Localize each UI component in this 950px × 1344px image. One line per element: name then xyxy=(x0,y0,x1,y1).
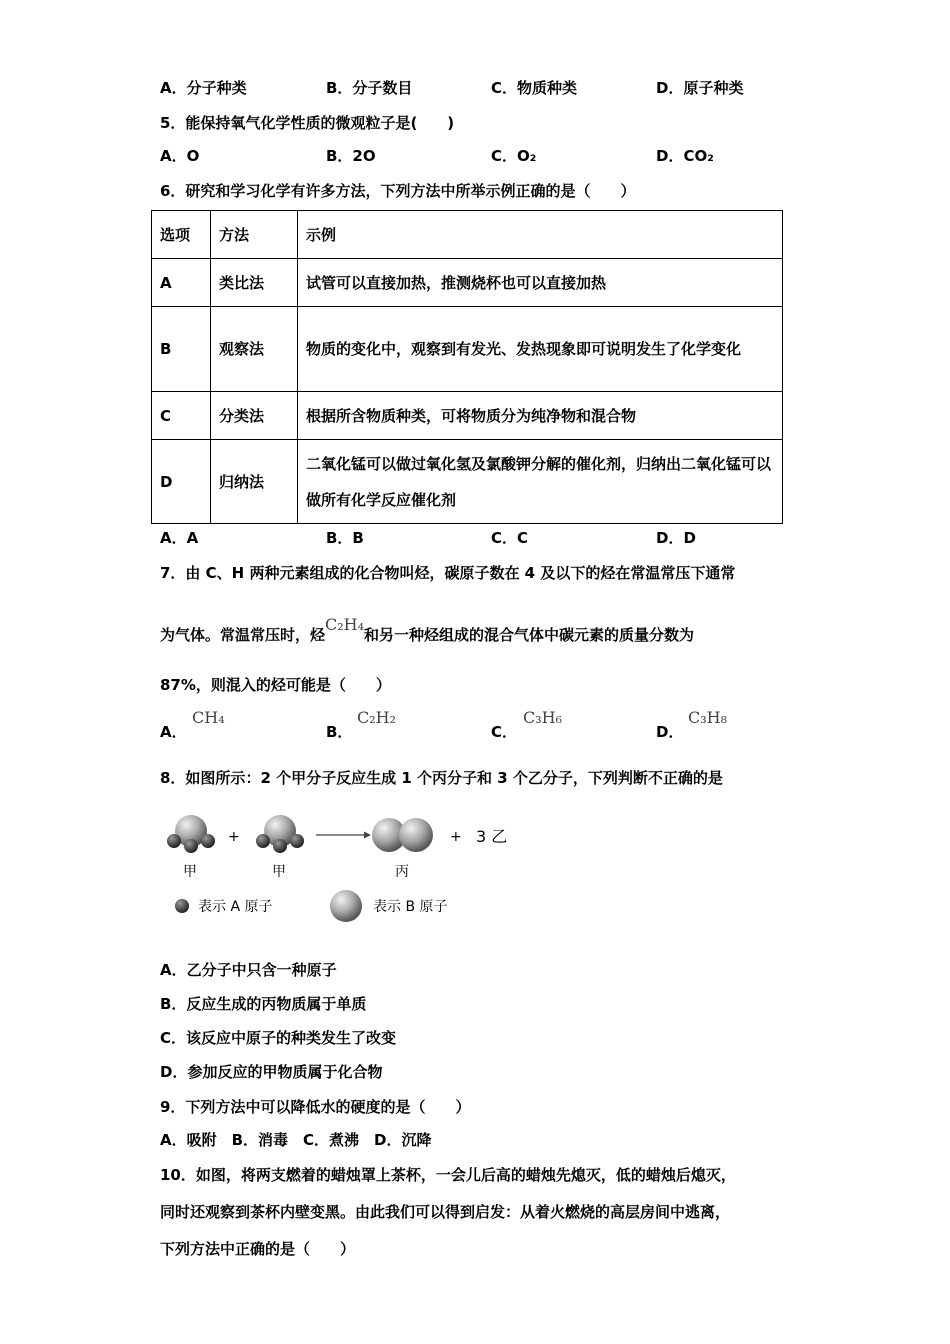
q6-row-b-method: 观察法 xyxy=(211,307,298,392)
q6-header-row xyxy=(152,211,783,259)
legend-b-label: 表示 B 原子 xyxy=(373,899,448,915)
q6-row-b xyxy=(152,307,783,392)
q6-row-a-example: 试管可以直接加热，推测烧杯也可以直接加热 xyxy=(298,259,783,307)
legend-b-atom xyxy=(330,890,448,922)
q6-row-a xyxy=(152,259,783,307)
q6-option-b: B．B xyxy=(326,529,364,547)
q9-stem: 9．下列方法中可以降低水的硬度的是（ ） xyxy=(160,1098,471,1116)
q6-row-c-example: 根据所含物质种类，可将物质分为纯净物和混合物 xyxy=(298,392,783,440)
q6-table xyxy=(151,210,783,524)
q7-line2-pre: 为气体。常温常压时，烃 xyxy=(160,626,326,644)
q7-line2 xyxy=(160,615,695,645)
q7-option-b-formula: C₂H₂ xyxy=(357,708,397,727)
q7-line1: 7．由 C、H 两种元素组成的化合物叫烃，碳原子数在 4 及以下的烃在常温常压下通常 xyxy=(160,564,736,582)
q4-option-d: D．原子种类 xyxy=(656,79,744,97)
molecule-jia-1 xyxy=(167,815,215,853)
q7-option-c-formula: C₃H₆ xyxy=(523,708,563,727)
q8-option-b: B．反应生成的丙物质属于单质 xyxy=(160,995,367,1013)
q6-option-a: A．A xyxy=(160,529,199,547)
q6-option-d: D．D xyxy=(656,529,696,547)
q8-option-a: A．乙分子中只含一种原子 xyxy=(160,961,337,979)
q8-diagram xyxy=(160,805,540,930)
q6-header-method: 方法 xyxy=(211,211,298,259)
legend-a-label: 表示 A 原子 xyxy=(198,899,273,915)
q4-option-c: C．物质种类 xyxy=(491,79,578,97)
q6-row-c-method: 分类法 xyxy=(211,392,298,440)
q8-stem: 8．如图所示：2 个甲分子反应生成 1 个丙分子和 3 个乙分子，下列判断不正确的是 xyxy=(160,769,723,787)
q8-option-c: C．该反应中原子的种类发生了改变 xyxy=(160,1029,397,1047)
q6-row-c xyxy=(152,392,783,440)
q6-row-b-example: 物质的变化中，观察到有发光、发热现象即可说明发生了化学变化 xyxy=(298,307,783,392)
q5-option-b: B．2O xyxy=(326,147,376,165)
molecule-bing xyxy=(372,818,433,852)
q5-option-c: C．O₂ xyxy=(491,147,537,165)
q5-option-a: A．O xyxy=(160,147,200,165)
q6-stem: 6．研究和学习化学有许多方法，下列方法中所举示例正确的是（ ） xyxy=(160,182,636,200)
q6-row-a-option: A xyxy=(152,259,211,307)
q4-option-a: A．分子种类 xyxy=(160,79,247,97)
q5-stem: 5．能保持氧气化学性质的微观粒子是( ) xyxy=(160,114,455,132)
q6-row-d-example: 二氧化锰可以做过氧化氢及氯酸钾分解的催化剂，归纳出二氧化锰可以做所有化学反应催化剂 xyxy=(298,440,783,524)
q6-row-b-option: B xyxy=(152,307,211,392)
label-bing: 丙 xyxy=(395,864,409,880)
label-jia-1: 甲 xyxy=(183,864,197,880)
q7-option-a-letter: A． xyxy=(160,723,187,741)
legend-a-atom xyxy=(175,898,272,915)
q7-option-c-letter: C． xyxy=(491,723,518,741)
q6-row-d-method: 归纳法 xyxy=(211,440,298,524)
q7-option-b-letter: B． xyxy=(326,723,353,741)
molecule-jia-2 xyxy=(256,815,304,853)
q10-line3: 下列方法中正确的是（ ） xyxy=(160,1240,356,1258)
q7-line3: 87%，则混入的烃可能是（ ） xyxy=(160,676,391,694)
q7-line2-post: 和另一种烃组成的混合气体中碳元素的质量分数为 xyxy=(364,626,695,644)
q4-option-b: B．分子数目 xyxy=(326,79,413,97)
q5-option-d: D．CO₂ xyxy=(656,147,714,165)
q6-row-d xyxy=(152,440,783,524)
q6-option-c: C．C xyxy=(491,529,529,547)
q8-option-d: D．参加反应的甲物质属于化合物 xyxy=(160,1063,383,1081)
q10-line2: 同时还观察到茶杯内壁变黑。由此我们可以得到启发：从着火燃烧的高层房间中逃离， xyxy=(160,1203,731,1221)
q6-row-c-option: C xyxy=(152,392,211,440)
q7-option-d-formula: C₃H₈ xyxy=(688,708,728,727)
q7-option-a-formula: CH₄ xyxy=(192,708,225,727)
q7-formula-c2h4: C₂H₄ xyxy=(325,615,365,634)
plus-sign-2: + xyxy=(450,829,462,845)
q9-options: A．吸附 B．消毒 C．煮沸 D．沉降 xyxy=(160,1131,432,1149)
label-jia-2: 甲 xyxy=(272,864,286,880)
q6-row-d-option: D xyxy=(152,440,211,524)
q6-header-example: 示例 xyxy=(298,211,783,259)
product-three-yi: 3 乙 xyxy=(476,827,508,846)
plus-sign-1: + xyxy=(228,829,240,845)
reaction-arrow xyxy=(316,832,371,839)
q10-line1: 10．如图，将两支燃着的蜡烛罩上茶杯，一会儿后高的蜡烛先熄灭，低的蜡烛后熄灭， xyxy=(160,1166,736,1184)
q6-header-option: 选项 xyxy=(152,211,211,259)
q7-option-d-letter: D． xyxy=(656,723,684,741)
q6-row-a-method: 类比法 xyxy=(211,259,298,307)
